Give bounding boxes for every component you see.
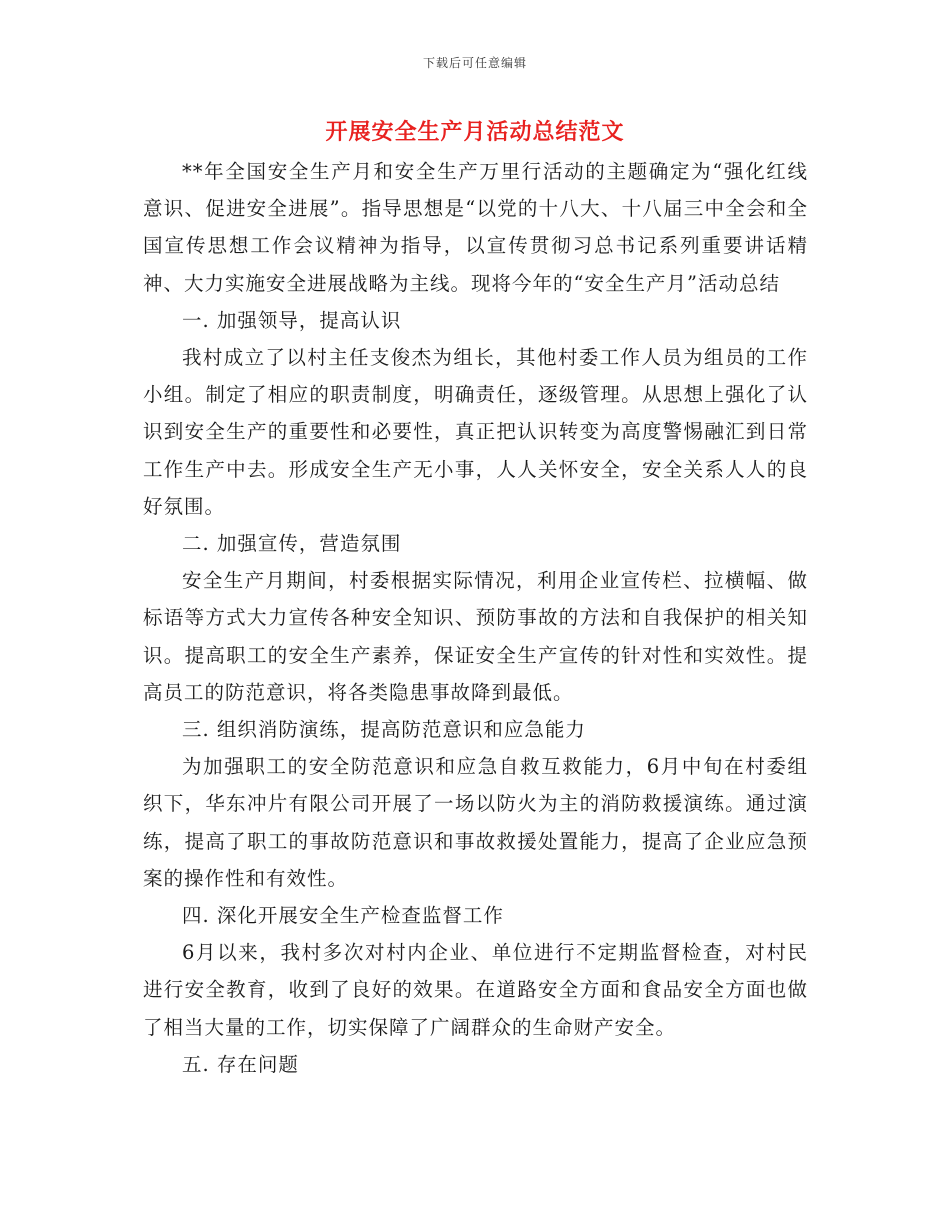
section-heading-1: 一. 加强领导，提高认识 bbox=[182, 308, 402, 332]
section-heading-5: 五. 存在问题 bbox=[182, 1052, 299, 1076]
intro-paragraph: **年全国安全生产月和安全生产万里行活动的主题确定为“强化红线意识、促进安全进展”。指导思想是“以党的十八大、十八届三中全会和全国宣传思想工作会议精神为指导，以宣传贯彻习总书记系列重要讲话精神、大力实施安全进展战略为主线。现将今年的“安全生产月”活动总结 bbox=[143, 160, 808, 295]
section-paragraph-1: 我村成立了以村主任支俊杰为组长，其他村委工作人员为组员的工作小组。制定了相应的职责制度，明确责任，逐级管理。从思想上强化了认识到安全生产的重要性和必要性，真正把认识转变为高度警惕融汇到日常工作生产中去。形成安全生产无小事，人人关怀安全，安全关系人人的良好氛围。 bbox=[143, 346, 808, 518]
page-header-note: 下载后可任意编辑 bbox=[422, 56, 527, 70]
section-heading-4: 四. 深化开展安全生产检查监督工作 bbox=[182, 904, 504, 928]
document-body bbox=[143, 153, 808, 1083]
section-paragraph-3: 为加强职工的安全防范意识和应急自救互救能力，6月中旬在村委组织下，华东冲片有限公司开展了一场以防火为主的消防救援演练。通过演练，提高了职工的事故防范意识和事故救援处置能力，提高了企业应急预案的操作性和有效性。 bbox=[143, 755, 808, 890]
section-heading-3: 三. 组织消防演练，提高防范意识和应急能力 bbox=[182, 718, 586, 742]
section-paragraph-2: 安全生产月期间，村委根据实际情况，利用企业宣传栏、拉横幅、做标语等方式大力宣传各种安全知识、预防事故的方法和自我保护的相关知识。提高职工的安全生产素养，保证安全生产宣传的针对性和实效性。提高员工的防范意识，将各类隐患事故降到最低。 bbox=[143, 569, 808, 704]
document-title: 开展安全生产月活动总结范文 bbox=[325, 119, 625, 145]
section-heading-2: 二. 加强宣传，营造氛围 bbox=[182, 532, 402, 556]
section-paragraph-4: 6月以来，我村多次对村内企业、单位进行不定期监督检查，对村民进行安全教育，收到了良好的效果。在道路安全方面和食品安全方面也做了相当大量的工作，切实保障了广阔群众的生命财产安全。 bbox=[143, 941, 808, 1039]
